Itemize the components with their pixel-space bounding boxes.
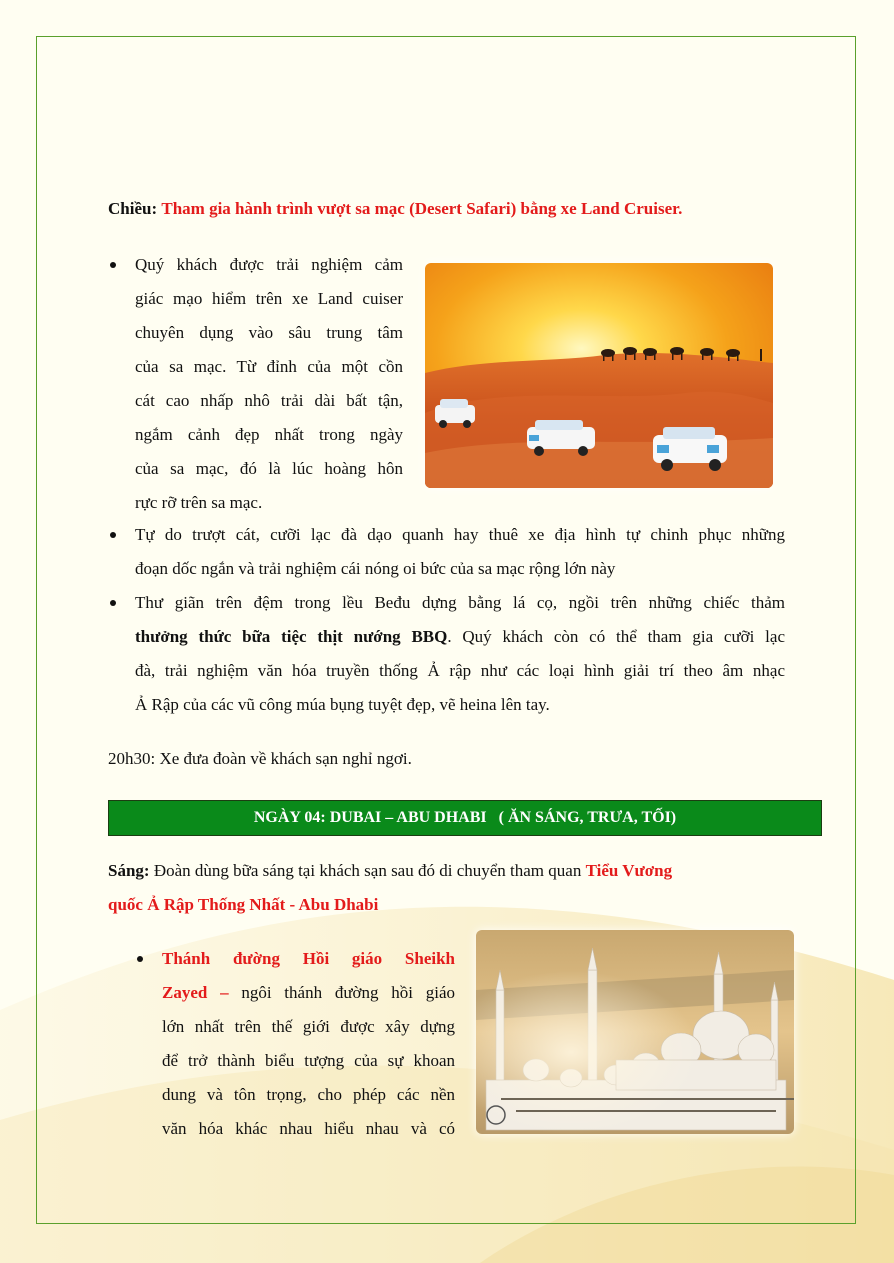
bullet-dot — [137, 956, 143, 962]
text-line: văn hóa khác nhau hiểu nhau và có — [162, 1119, 455, 1138]
text-line: lớn nhất trên thế giới được xây dựng — [162, 1017, 455, 1036]
bullet-1-text — [135, 248, 403, 520]
afternoon-label: Chiều: — [108, 199, 158, 218]
text-line: cát cao nhấp nhô trải dài bất tận, — [135, 391, 403, 410]
morning-highlight: quốc Ả Rập Thống Nhất - Abu Dhabi — [108, 895, 379, 914]
bullet-dot — [110, 262, 116, 268]
text-line: đà, trải nghiệm văn hóa truyền thống Ả rập như các loại hình giải trí theo âm nhạc — [135, 661, 785, 680]
bullet-dot — [110, 532, 116, 538]
text-line: đoạn dốc ngắn và trải nghiệm cái nóng oi bức của sa mạc rộng lớn này — [135, 559, 616, 578]
bullet-dot — [110, 600, 116, 606]
text-line: Quý khách được trải nghiệm cảm — [135, 255, 403, 274]
bullet-3-text — [135, 586, 785, 722]
text-line: để trở thành biểu tượng của sự khoan — [162, 1051, 455, 1070]
text-line: chuyên dụng vào sâu trung tâm — [135, 323, 403, 342]
bbq-highlight: thưởng thức bữa tiệc thịt nướng BBQ — [135, 627, 448, 646]
mosque-text — [162, 942, 455, 1146]
afternoon-heading — [108, 192, 822, 226]
morning-label: Sáng: — [108, 861, 150, 880]
text-line: rực rỡ trên sa mạc. — [135, 493, 263, 512]
afternoon-title: Tham gia hành trình vượt sa mạc (Desert Safari) bằng xe Land Cruiser. — [161, 199, 683, 218]
text-span: ngôi thánh đường hồi giáo — [228, 983, 456, 1002]
sheikh-zayed-mosque-photo — [476, 930, 794, 1134]
desert-safari-photo — [425, 263, 773, 488]
day-banner: NGÀY 04: DUBAI – ABU DHABI ( ĂN SÁNG, TRƯA, TỐI) — [108, 800, 822, 836]
text-line — [135, 620, 785, 654]
text-line: của sa mạc, đó là lúc hoàng hôn — [135, 459, 403, 478]
evening-note: 20h30: Xe đưa đoàn về khách sạn nghỉ ngơi. — [108, 749, 412, 768]
morning-paragraph — [108, 854, 822, 922]
text-line: dung và tôn trọng, cho phép các nền — [162, 1085, 455, 1104]
text-line: giác mạo hiểm trên xe Land cuiser — [135, 289, 403, 308]
mosque-name: Thánh đường Hồi giáo Sheikh — [162, 949, 455, 968]
mosque-name: Zayed – — [162, 983, 229, 1002]
text-line: Ả Rập của các vũ công múa bụng tuyệt đẹp, vẽ heina lên tay. — [135, 695, 550, 714]
morning-text: Đoàn dùng bữa sáng tại khách sạn sau đó di chuyển tham quan — [149, 861, 586, 880]
text-line: của sa mạc. Từ đỉnh của một cồn — [135, 357, 403, 376]
text-line: ngắm cảnh đẹp nhất trong ngày — [135, 425, 403, 444]
text-line: Tự do trượt cát, cưỡi lạc đà dạo quanh hay thuê xe địa hình tự chinh phục những — [135, 525, 785, 544]
text-span: . Quý khách còn có thể tham gia cưỡi lạc — [447, 627, 785, 646]
bullet-2-text — [135, 518, 785, 586]
text-line: Thư giãn trên đệm trong lều Beđu dựng bằng lá cọ, ngồi trên những chiếc thảm — [135, 593, 785, 612]
morning-highlight: Tiểu Vương — [585, 861, 673, 880]
